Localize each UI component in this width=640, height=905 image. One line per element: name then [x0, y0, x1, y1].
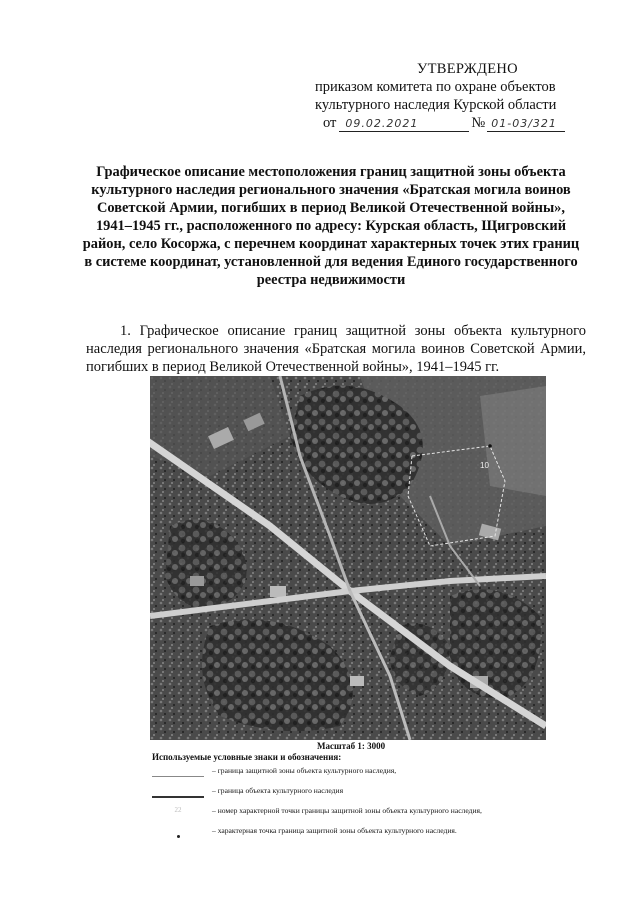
approval-line-1: приказом комитета по охране объектов	[315, 79, 556, 95]
legend-text: – номер характерной точки границы защитной зоны объекта культурного наследия,	[212, 806, 482, 815]
legend-title: Используемые условные знаки и обозначения:	[152, 752, 342, 762]
legend-item	[152, 786, 572, 806]
map-point-label: 10	[480, 461, 489, 470]
legend-item	[152, 826, 572, 846]
number-handwritten: 01-03/321	[487, 116, 565, 132]
approval-date-number	[315, 114, 585, 132]
number-prefix: №	[471, 115, 486, 131]
approval-block	[315, 60, 585, 132]
object-boundary-symbol	[152, 786, 204, 798]
approval-line-2: культурного наследия Курской области	[315, 97, 557, 113]
zone-boundary-symbol	[152, 766, 204, 777]
legend-text: – граница объекта культурного наследия	[212, 786, 344, 795]
point-number-symbol: 22	[174, 806, 182, 814]
legend	[152, 766, 572, 846]
satellite-map	[150, 376, 546, 740]
legend-text: – характерная точка граница защитной зоны объекта культурного наследия.	[212, 826, 457, 835]
date-prefix: от	[323, 115, 337, 131]
legend-text: – граница защитной зоны объекта культурного наследия,	[212, 766, 397, 775]
map-scale: Масштаб 1: 3000	[317, 741, 386, 751]
approval-title: УТВЕРЖДЕНО	[417, 61, 518, 77]
legend-item	[152, 766, 572, 786]
date-handwritten: 09.02.2021	[339, 116, 469, 132]
map-image	[150, 376, 546, 740]
legend-item	[152, 806, 572, 826]
document-heading: Графическое описание местоположения границ защитной зоны объекта культурного наследия регионального значения «Братская могила воинов Советской Армии, погибших в период Великой Отечественной войны», 1941–1945 гг., расположенного по адресу: Курская область, Щигровский район, село Косоржа, с перечнем координат характерных точек этих границ в системе координат, установленной для ведения Единого государственного реестра недвижимости	[82, 164, 580, 288]
section-paragraph: 1. Графическое описание границ защитной зоны объекта культурного наследия регионального значения «Братская могила воинов Советской Армии, погибших в период Великой Отечественной войны», 1941–1945 гг.	[86, 323, 586, 375]
point-dot-symbol	[152, 826, 204, 836]
